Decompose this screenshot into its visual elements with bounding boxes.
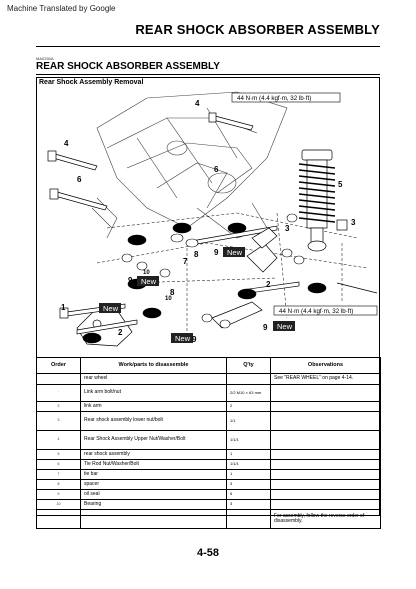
page-title: REAR SHOCK ABSORBER ASSEMBLY — [135, 22, 380, 37]
table-row: 10 Bearing 3 — [37, 500, 381, 510]
svg-text:44 N·m (4.4 kgf·m, 32 lb·ft): 44 N·m (4.4 kgf·m, 32 lb·ft) — [279, 308, 354, 315]
section-code: MA0250A — [36, 56, 54, 61]
new-badge — [171, 333, 193, 343]
new-badge — [99, 303, 121, 313]
callout-9: 9 — [128, 276, 133, 285]
table-row: 5 rear shock assembly 1 — [37, 450, 381, 460]
header-qty: Q'ty — [227, 358, 271, 374]
table-row: 8 spacer 3 — [37, 480, 381, 490]
callout-8: 8 — [194, 250, 199, 259]
section-title: REAR SHOCK ABSORBER ASSEMBLY — [36, 61, 220, 72]
callout-10: 10 — [165, 296, 172, 302]
callout-8: 8 — [170, 288, 175, 297]
table-row: 7 tie bar 1 — [37, 470, 381, 480]
title-rule — [36, 46, 380, 47]
header-observations: Observations — [271, 358, 381, 374]
svg-text:New: New — [175, 334, 191, 343]
callout-7: 7 — [183, 257, 188, 266]
new-badge — [137, 276, 159, 286]
section-rule — [36, 74, 380, 75]
header-part: Work/parts to disassemble — [81, 358, 227, 374]
table-row: 3 Rear shock assembly lower nut/bolt 1/1 — [37, 412, 381, 431]
bolt-4-diagram — [209, 113, 253, 130]
svg-text:44 N·m (4.4 kgf·m, 32 lb·ft): 44 N·m (4.4 kgf·m, 32 lb·ft) — [237, 95, 312, 102]
callout-3: 3 — [285, 224, 290, 233]
svg-text:New: New — [227, 248, 243, 257]
torque-callout-top — [232, 93, 340, 102]
shock-absorber-diagram — [299, 150, 335, 251]
new-badge — [273, 321, 295, 331]
callout-3: 3 — [351, 218, 356, 227]
page-number: 4-58 — [196, 547, 220, 559]
callout-9: 9 — [192, 335, 197, 344]
parts-table — [36, 357, 381, 529]
new-badge — [223, 247, 245, 257]
frame-title: Rear Shock Assembly Removal — [39, 79, 144, 86]
torque-callout-bottom — [274, 306, 377, 315]
callout-9: 9 — [214, 248, 219, 257]
table-row: 2 link arm 2 — [37, 402, 381, 412]
machine-translated-label: Machine Translated by Google — [7, 4, 116, 13]
callout-10: 10 — [143, 270, 150, 276]
table-row: 6 Tie Rod Nut/Washer/Bolt 1/1/1 — [37, 460, 381, 470]
callout-4: 4 — [195, 99, 200, 108]
table-row: For assembly, follow the reverse order of disassembly. — [37, 510, 381, 529]
svg-text:New: New — [277, 322, 293, 331]
callout-1: 1 — [61, 303, 66, 312]
callout-2: 2 — [118, 328, 123, 337]
header-order: Order — [37, 358, 81, 374]
svg-text:New: New — [141, 277, 157, 286]
exploded-view-diagram — [37, 88, 379, 356]
table-row: 9 oil seal 6 — [37, 490, 381, 500]
callout-5: 5 — [338, 180, 343, 189]
callout-6: 6 — [214, 165, 219, 174]
table-row: · Link arm bolt/nut 2/2 M10 × 63 mm — [37, 385, 381, 402]
callout-9: 9 — [263, 323, 268, 332]
bolt-4-left-diagram — [48, 151, 97, 170]
table-row: 4 Rear Shock Assembly Upper Nut/Washer/Bolt 1/1/1 — [37, 431, 381, 450]
svg-text:New: New — [103, 304, 119, 313]
callout-6: 6 — [77, 175, 82, 184]
table-row: rear wheel See "REAR WHEEL" on page 4-14. — [37, 374, 381, 385]
callout-2: 2 — [266, 280, 271, 289]
callout-4: 4 — [64, 139, 69, 148]
frame-structure — [92, 92, 287, 238]
